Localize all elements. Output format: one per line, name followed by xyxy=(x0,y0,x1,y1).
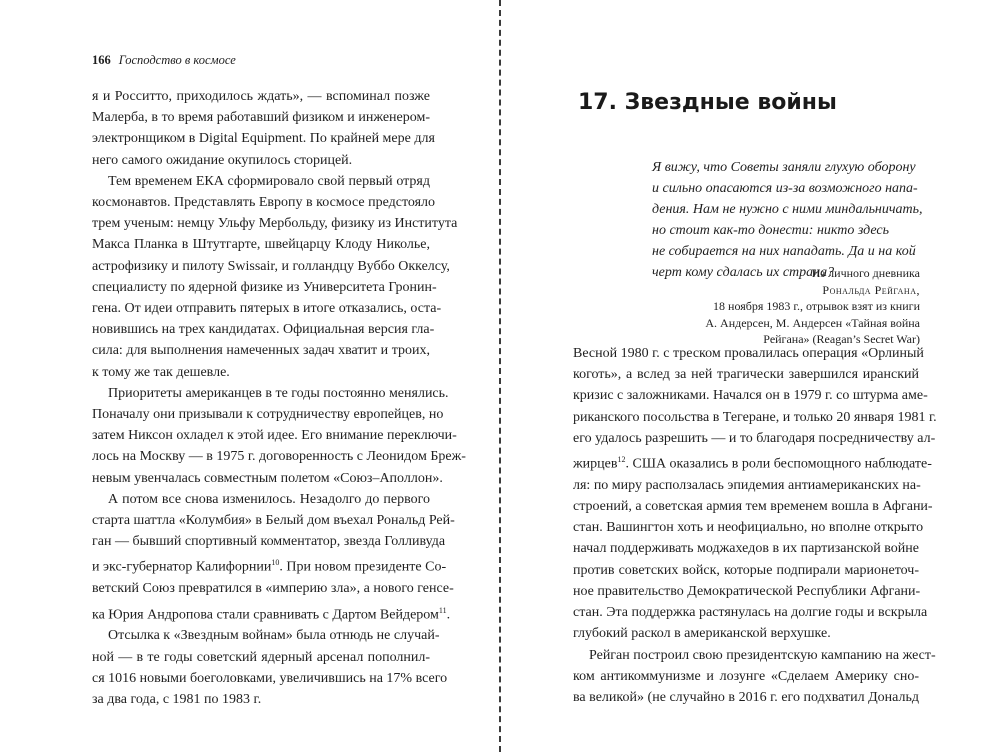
text-line: сила: для выполнения намеченных задач хватит и троих, xyxy=(92,343,430,359)
right-body-text xyxy=(573,343,937,708)
text-line xyxy=(92,600,451,626)
text-line: гена. От идеи отправить пятерых в итоге отказались, оста- xyxy=(92,301,442,317)
epigraph-line: и сильно опасаются из-за возможного напа- xyxy=(652,181,918,196)
text-line: космонавтов. Представлять Европу в космосе предстояло xyxy=(92,195,436,211)
text-line: ное правительство Демократической Республики Афгани- xyxy=(573,583,921,599)
text-line: ветский Союз превратился в «империю зла», а нового генсе- xyxy=(92,581,454,597)
text-line: невым увенчалась совместным полетом «Союз–Аполлон». xyxy=(92,470,443,486)
epigraph-attribution xyxy=(652,265,920,348)
text-line: электронщиком в Digital Equipment. По крайней мере для xyxy=(92,131,435,147)
text-line: А потом все снова изменилось. Незадолго до первого xyxy=(108,491,430,507)
text-line: против советских войск, которые подпирали марионеточ- xyxy=(573,562,919,578)
text-line: Отсылка к «Звездным войнам» была отнюдь не случай- xyxy=(108,628,440,644)
text-line: ва великой» (не случайно в 2016 г. его подхватил Дональд xyxy=(573,689,919,705)
epigraph-line: дения. Нам не нужно с ними миндальничать, xyxy=(652,202,923,217)
running-head xyxy=(92,53,236,68)
footnote-marker: 10 xyxy=(271,558,280,568)
attribution-line: Рейгана» (Reagan’s Secret War) xyxy=(763,332,920,346)
text-line: Поначалу они призывали к сотрудничеству европейцев, но xyxy=(92,407,444,423)
text-line: Приоритеты американцев в те годы постоянно менялись. xyxy=(108,385,449,401)
text-line: лось на Москву — в 1975 г. договоренность с Леонидом Бреж- xyxy=(92,449,466,465)
text-fragment: ка Юрия Андропова стали сравнивать с Дартом Вейдером xyxy=(92,607,439,623)
footnote-marker: 11 xyxy=(438,605,447,615)
text-line: специалисту по ядерной физике из Университета Гронин- xyxy=(92,279,437,295)
text-line: новившись на трех кандидатах. Официальная версия гла- xyxy=(92,322,435,338)
text-fragment: . При новом президенте Со- xyxy=(279,560,447,576)
epigraph-line: черт кому сдалась их страна? xyxy=(652,265,835,280)
text-line: стан. Вашингтон хоть и неофициально, но вполне открыто xyxy=(573,520,924,536)
text-line: астрофизику и пилоту Swissair, и голландцу Вуббо Оккелсу, xyxy=(92,258,450,274)
epigraph-line: но стоит как-то донести: никто здесь xyxy=(652,223,890,238)
footnote-marker: 12 xyxy=(617,455,626,465)
chapter-title: 17. Звездные войны xyxy=(578,90,837,115)
text-line: Малерба, в то время работавший физиком и инженером- xyxy=(92,110,430,126)
text-line: коготь», а вслед за ней трагически завершился иранский xyxy=(573,367,919,383)
text-fragment: жирцев xyxy=(573,456,618,472)
text-line xyxy=(573,449,932,475)
attribution-line: 18 ноября 1983 г., отрывок взят из книги xyxy=(713,299,920,313)
text-line: ком антикоммунизме и лозунге «Сделаем Америку сно- xyxy=(573,668,919,684)
epigraph-line: не собирается на них нападать. Да и на кой xyxy=(652,244,916,259)
text-line xyxy=(92,552,447,578)
text-line: старта шаттла «Колумбия» в Белый дом въехал Рональд Рей- xyxy=(92,513,455,529)
text-line: стан. Эта поддержка растянулась на долгие годы и вскрыла xyxy=(573,605,928,621)
text-line: трем ученым: немцу Ульфу Мербольду, физику из Института xyxy=(92,216,458,232)
attribution-author: Рональда Рейгана, xyxy=(822,282,920,297)
text-line: затем Никсон охладел к этой идее. Его внимание переключи- xyxy=(92,428,457,444)
text-fragment: . xyxy=(446,607,451,623)
epigraph-line: Я вижу, что Советы заняли глухую оборону xyxy=(652,160,916,175)
page-divider xyxy=(499,0,501,752)
text-line: ной — в те годы советский ядерный арсенал пополнил- xyxy=(92,649,430,665)
text-fragment: и экс-губернатор Калифорнии xyxy=(92,560,272,576)
text-line: Тем временем ЕКА сформировало свой первый отряд xyxy=(108,173,430,189)
text-fragment: . США оказались в роли беспомощного наблюдате- xyxy=(625,456,932,472)
text-line: ган — бывший спортивный комментатор, звезда Голливуда xyxy=(92,534,446,550)
text-line: за два года, с 1981 по 1983 г. xyxy=(92,692,262,707)
text-line: риканского посольства в Тегеране, и только 20 января 1981 г. xyxy=(573,409,937,425)
page-number: 166 xyxy=(92,53,111,67)
text-line: ля: по миру расползалась эпидемия антиамериканских на- xyxy=(573,477,921,493)
left-body-text xyxy=(92,86,466,710)
text-line: я и Росситто, приходилось ждать», — вспоминал позже xyxy=(92,89,430,104)
running-head-title: Господство в космосе xyxy=(118,53,236,67)
text-line: его удалось разрешить — и то благодаря посредничеству ал- xyxy=(573,430,936,446)
attribution-prefix: Из личного дневника xyxy=(811,266,920,280)
attribution-line: А. Андерсен, М. Андерсен «Тайная война xyxy=(705,315,920,330)
text-line: глубокий раскол в американской верхушке. xyxy=(573,626,831,642)
text-line: ся 1016 новыми боеголовками, увеличившись на 17% всего xyxy=(92,670,448,686)
text-line: него самого ожидание окупилось сторицей. xyxy=(92,152,353,168)
text-line: кризис с заложниками. Начался он в 1979 г. со штурма аме- xyxy=(573,388,928,404)
text-line: Рейган построил свою президентскую кампанию на жест- xyxy=(589,647,936,663)
text-line: Весной 1980 г. с треском провалилась операция «Орлиный xyxy=(573,346,924,361)
text-line: Макса Планка в Штутгарте, швейцарцу Клоду Николье, xyxy=(92,237,430,253)
attribution-line xyxy=(652,265,920,298)
text-line: строений, а советская армия тем временем вошла в Афгани- xyxy=(573,499,933,515)
text-line: начал поддерживать моджахедов в их партизанской войне xyxy=(573,541,919,557)
left-page xyxy=(0,0,492,752)
text-line: к тому же так дешевле. xyxy=(92,364,230,380)
